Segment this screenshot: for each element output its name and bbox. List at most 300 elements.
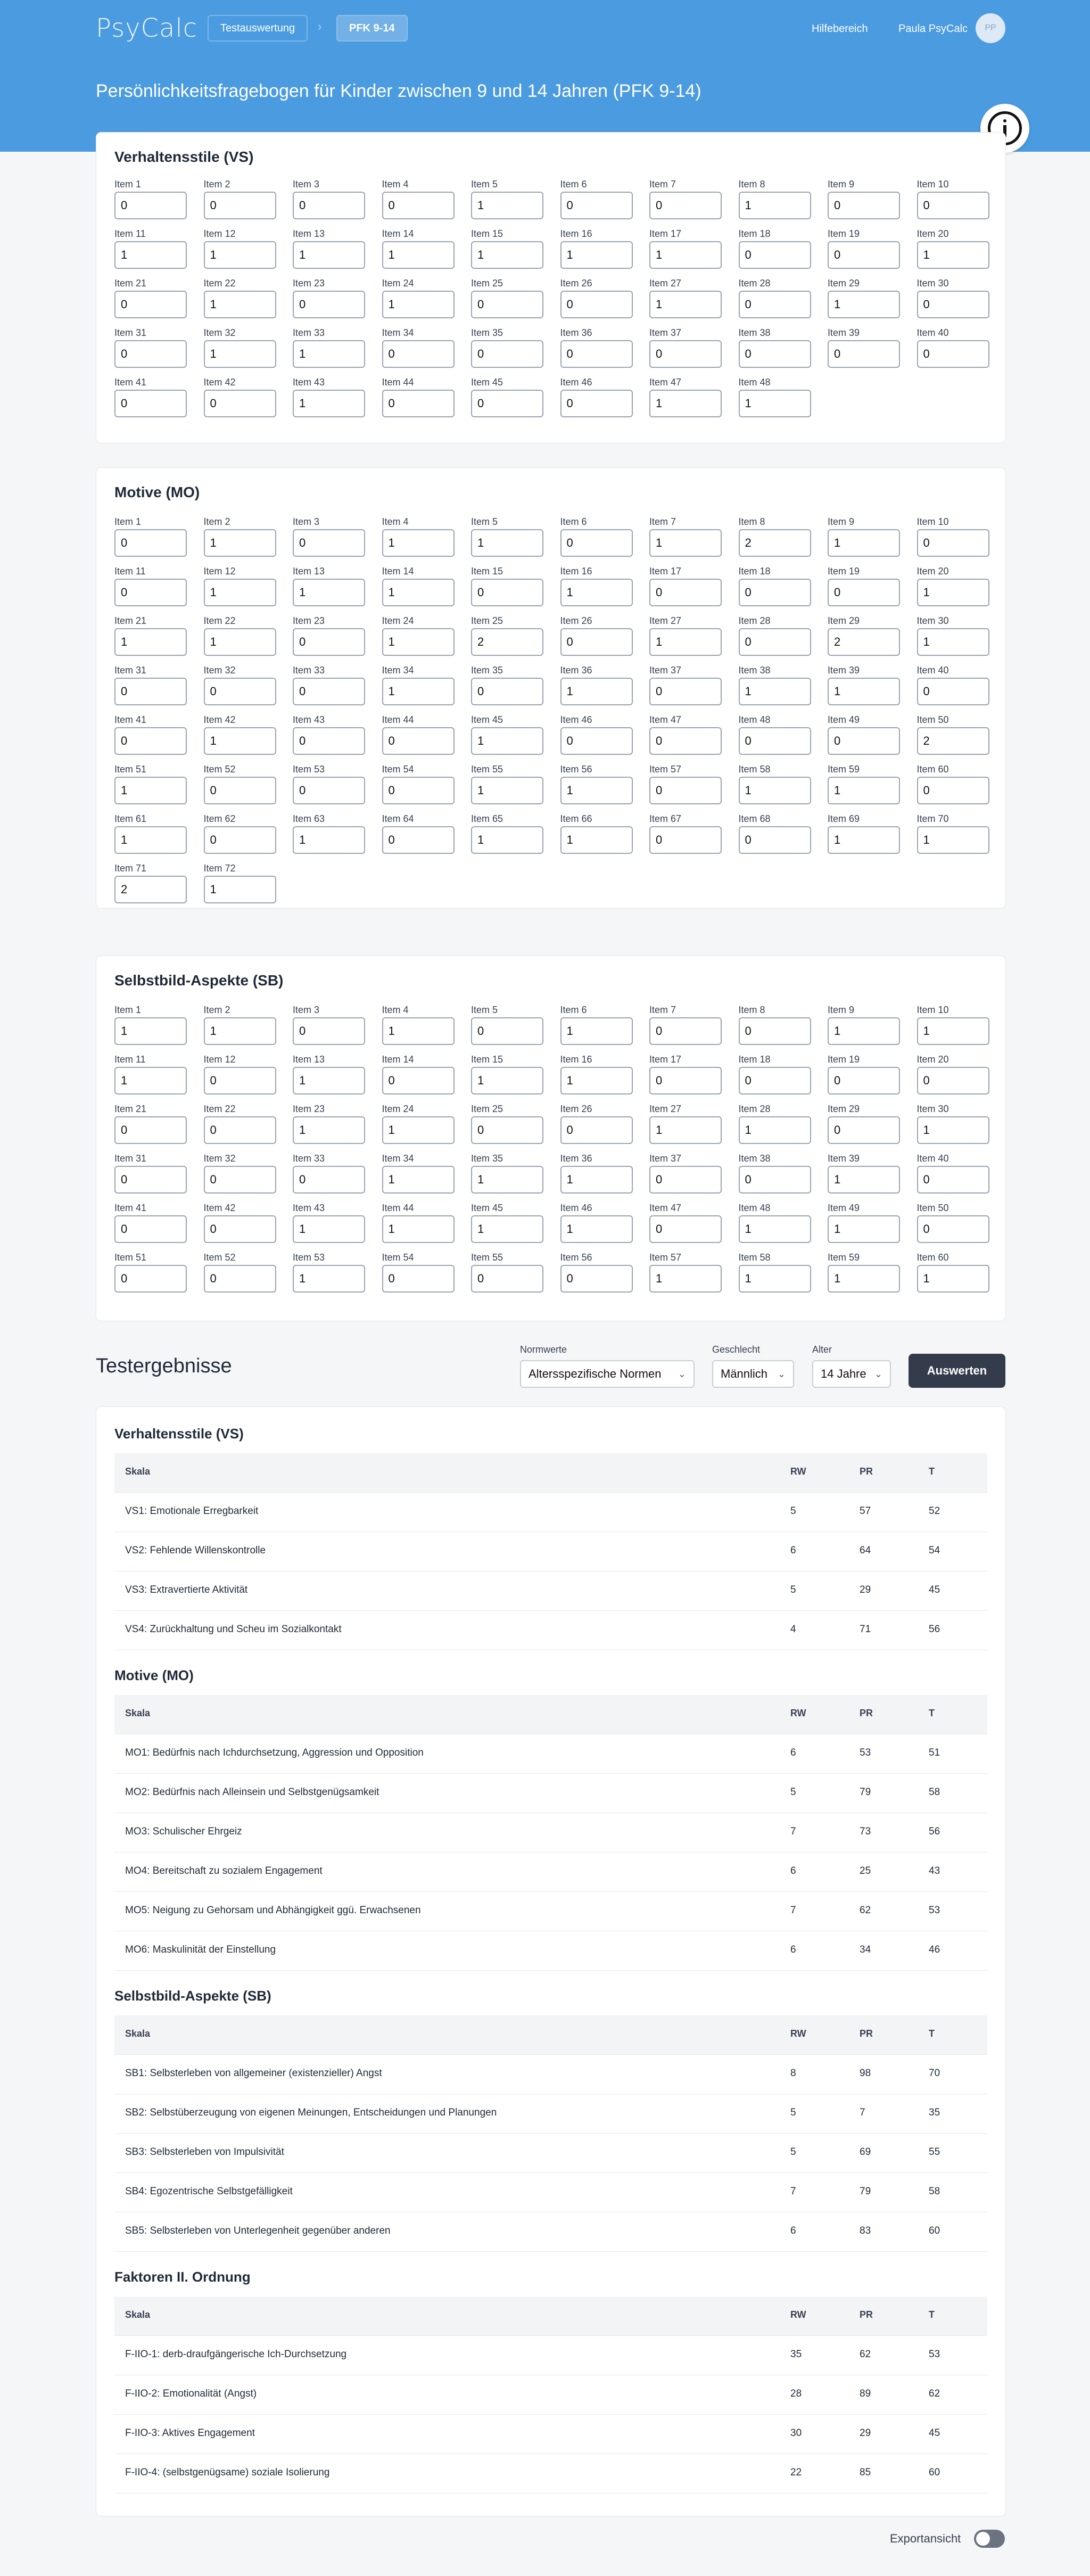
avatar[interactable]: PP	[976, 13, 1005, 43]
breadcrumb-testauswertung[interactable]: Testauswertung	[208, 15, 308, 42]
item-input[interactable]	[293, 628, 365, 656]
item-input[interactable]	[560, 1116, 633, 1144]
item-label: Item 20	[916, 228, 949, 239]
item-input[interactable]	[917, 1215, 989, 1243]
scale-name: SB1: Selbsterleben von allgemeiner (existenzieller) Angst	[125, 2068, 382, 2079]
item-input[interactable]	[828, 291, 900, 318]
item-input[interactable]	[917, 579, 989, 606]
item-input[interactable]	[204, 826, 276, 854]
item-input[interactable]	[649, 826, 722, 854]
item-input[interactable]	[828, 340, 900, 368]
item-input[interactable]	[739, 241, 811, 269]
item-input[interactable]	[649, 579, 722, 606]
item-input[interactable]	[471, 1017, 543, 1045]
item-input[interactable]	[382, 1265, 455, 1293]
item-input[interactable]	[560, 241, 633, 269]
item-input[interactable]	[739, 1067, 811, 1094]
item-input[interactable]	[293, 529, 365, 557]
item-40	[917, 1153, 992, 1196]
item-input[interactable]	[560, 628, 633, 656]
item-input[interactable]	[114, 628, 187, 656]
item-input[interactable]	[649, 241, 722, 269]
item-label: Item 7	[649, 179, 676, 190]
percentile: 85	[860, 2467, 871, 2478]
item-input[interactable]	[382, 340, 455, 368]
t-score: 62	[929, 2388, 940, 2399]
item-input[interactable]	[828, 727, 900, 755]
item-input[interactable]	[739, 579, 811, 606]
item-15	[471, 566, 546, 608]
item-input[interactable]	[917, 291, 989, 318]
item-18	[739, 566, 813, 608]
item-23	[293, 1104, 367, 1146]
item-input[interactable]	[739, 1215, 811, 1243]
item-19	[828, 228, 902, 271]
column-header: Skala	[125, 1708, 151, 1718]
item-input[interactable]	[649, 727, 722, 755]
item-input[interactable]	[382, 390, 455, 417]
item-14	[382, 566, 457, 608]
item-input[interactable]	[560, 826, 633, 854]
item-input[interactable]	[114, 1215, 187, 1243]
item-input[interactable]	[828, 1166, 900, 1194]
item-input[interactable]	[471, 826, 543, 854]
item-6	[560, 1005, 635, 1047]
breadcrumb-pfk[interactable]: PFK 9-14	[336, 15, 408, 42]
percentile: 29	[860, 2427, 871, 2439]
item-input[interactable]	[739, 1265, 811, 1293]
item-input[interactable]	[382, 241, 455, 269]
t-score: 60	[929, 2225, 940, 2236]
user-name[interactable]: Paula PsyCalc	[898, 23, 968, 35]
item-input[interactable]	[739, 1166, 811, 1194]
column-header: RW	[790, 1708, 806, 1718]
item-label: Item 42	[203, 377, 236, 388]
item-input[interactable]	[560, 1265, 633, 1293]
item-input[interactable]	[739, 628, 811, 656]
item-label: Item 25	[471, 615, 503, 626]
item-1	[114, 516, 189, 559]
item-label: Item 39	[828, 665, 860, 676]
item-input[interactable]	[293, 1067, 365, 1094]
item-label: Item 62	[203, 813, 236, 824]
item-input[interactable]	[204, 340, 276, 368]
item-48	[739, 714, 813, 757]
item-input[interactable]	[204, 628, 276, 656]
scale-name: MO6: Maskulinität der Einstellung	[125, 1944, 276, 1955]
item-input[interactable]	[382, 826, 455, 854]
item-input[interactable]	[471, 340, 543, 368]
item-input[interactable]	[382, 1116, 455, 1144]
column-header: RW	[790, 2028, 806, 2039]
item-9	[828, 516, 902, 559]
raw-score: 22	[790, 2467, 802, 2478]
age-select[interactable]	[812, 1360, 891, 1388]
item-input[interactable]	[649, 1215, 722, 1243]
item-input[interactable]	[917, 241, 989, 269]
item-input[interactable]	[649, 340, 722, 368]
item-10	[917, 516, 992, 559]
item-input[interactable]	[917, 1265, 989, 1293]
item-24	[382, 615, 457, 658]
item-input[interactable]	[560, 1215, 633, 1243]
item-input[interactable]	[739, 291, 811, 318]
item-label: Item 15	[471, 228, 503, 239]
item-input[interactable]	[471, 1067, 543, 1094]
item-input[interactable]	[828, 777, 900, 804]
item-input[interactable]	[293, 390, 365, 417]
export-label: Exportansicht	[890, 2532, 961, 2545]
item-67	[649, 813, 724, 856]
percentile: 71	[860, 1624, 871, 1635]
item-input[interactable]	[293, 1265, 365, 1293]
item-input[interactable]	[560, 529, 633, 557]
item-38	[739, 1153, 813, 1196]
table-row	[114, 1493, 987, 1532]
norm-select[interactable]	[520, 1360, 695, 1388]
raw-score: 5	[790, 2107, 796, 2118]
item-10	[917, 179, 992, 221]
section-card-mo	[96, 467, 1006, 909]
column-header: Skala	[125, 1466, 151, 1477]
item-input[interactable]	[560, 192, 633, 219]
item-input[interactable]	[917, 777, 989, 804]
item-input[interactable]	[828, 579, 900, 606]
item-41	[114, 1203, 189, 1245]
item-input[interactable]	[293, 826, 365, 854]
item-input[interactable]	[114, 826, 187, 854]
percentile: 29	[860, 1584, 871, 1595]
export-toggle[interactable]	[974, 2530, 1005, 2548]
item-input[interactable]	[293, 192, 365, 219]
item-input[interactable]	[293, 1166, 365, 1194]
item-input[interactable]	[560, 291, 633, 318]
table-header	[114, 1695, 987, 1734]
item-input[interactable]	[471, 579, 543, 606]
item-label: Item 51	[114, 764, 147, 775]
item-input[interactable]	[917, 1116, 989, 1144]
item-input[interactable]	[739, 1017, 811, 1045]
item-label: Item 14	[382, 566, 414, 577]
item-input[interactable]	[917, 529, 989, 557]
item-input[interactable]	[114, 579, 187, 606]
table-row	[114, 2375, 987, 2415]
item-label: Item 12	[203, 566, 236, 577]
results-heading: Testergebnisse	[96, 1355, 232, 1377]
t-score: 35	[929, 2107, 940, 2118]
item-label: Item 13	[293, 566, 325, 577]
item-input[interactable]	[649, 529, 722, 557]
item-3	[293, 179, 367, 221]
item-input[interactable]	[828, 529, 900, 557]
item-55	[471, 764, 546, 806]
column-header: RW	[790, 1466, 806, 1477]
item-input[interactable]	[204, 579, 276, 606]
item-input[interactable]	[382, 1067, 455, 1094]
item-input[interactable]	[382, 727, 455, 755]
item-30	[917, 278, 992, 320]
item-17	[649, 566, 724, 608]
item-input[interactable]	[471, 241, 543, 269]
item-input[interactable]	[739, 1116, 811, 1144]
item-input[interactable]	[917, 1017, 989, 1045]
item-input[interactable]	[382, 678, 455, 705]
item-input[interactable]	[114, 1166, 187, 1194]
item-input[interactable]	[204, 1067, 276, 1094]
percentile: 79	[860, 2186, 871, 2197]
item-input[interactable]	[739, 678, 811, 705]
item-label: Item 49	[828, 714, 860, 725]
item-input[interactable]	[382, 1017, 455, 1045]
item-label: Item 43	[293, 714, 325, 725]
item-input[interactable]	[293, 777, 365, 804]
item-input[interactable]	[114, 390, 187, 417]
item-input[interactable]	[828, 1017, 900, 1045]
percentile: 62	[860, 1905, 871, 1916]
item-input[interactable]	[560, 1017, 633, 1045]
item-input[interactable]	[917, 340, 989, 368]
item-label: Item 12	[203, 228, 236, 239]
item-input[interactable]	[471, 529, 543, 557]
item-input[interactable]	[293, 291, 365, 318]
item-label: Item 36	[560, 665, 592, 676]
item-input[interactable]	[293, 241, 365, 269]
item-input[interactable]	[114, 529, 187, 557]
page-title: Persönlichkeitsfragebogen für Kinder zwischen 9 und 14 Jahren (PFK 9-14)	[96, 81, 701, 101]
item-35	[471, 665, 546, 707]
gender-select[interactable]	[712, 1360, 794, 1388]
item-input[interactable]	[204, 529, 276, 557]
item-input[interactable]	[204, 876, 276, 903]
item-59	[828, 1252, 902, 1295]
item-input[interactable]	[917, 192, 989, 219]
item-input[interactable]	[114, 340, 187, 368]
item-input[interactable]	[649, 1017, 722, 1045]
item-input[interactable]	[382, 1215, 455, 1243]
item-label: Item 54	[382, 1252, 414, 1263]
table-row	[114, 1532, 987, 1571]
item-39	[828, 327, 902, 370]
percentile: 69	[860, 2146, 871, 2158]
item-4	[382, 1005, 457, 1047]
item-input[interactable]	[382, 579, 455, 606]
item-input[interactable]	[739, 826, 811, 854]
item-input[interactable]	[649, 1166, 722, 1194]
item-input[interactable]	[114, 777, 187, 804]
item-input[interactable]	[649, 1265, 722, 1293]
item-input[interactable]	[649, 192, 722, 219]
item-input[interactable]	[471, 727, 543, 755]
item-input[interactable]	[649, 777, 722, 804]
item-31	[114, 1153, 189, 1196]
item-input[interactable]	[471, 1166, 543, 1194]
item-input[interactable]	[293, 579, 365, 606]
item-input[interactable]	[204, 1265, 276, 1293]
item-input[interactable]	[293, 727, 365, 755]
result-table-title: Motive (MO)	[114, 1667, 194, 1683]
item-input[interactable]	[649, 1116, 722, 1144]
item-label: Item 41	[114, 1203, 147, 1213]
item-7	[649, 516, 724, 559]
item-input[interactable]	[739, 192, 811, 219]
item-input[interactable]	[739, 390, 811, 417]
item-input[interactable]	[739, 777, 811, 804]
item-34	[382, 1153, 457, 1196]
item-input[interactable]	[739, 340, 811, 368]
item-input[interactable]	[560, 678, 633, 705]
item-input[interactable]	[382, 777, 455, 804]
scale-name: F-IIO-4: (selbstgenügsame) soziale Isolierung	[125, 2467, 330, 2478]
item-input[interactable]	[114, 291, 187, 318]
item-input[interactable]	[560, 390, 633, 417]
item-input[interactable]	[204, 192, 276, 219]
item-input[interactable]	[917, 826, 989, 854]
item-input[interactable]	[739, 727, 811, 755]
item-label: Item 36	[560, 1153, 592, 1164]
top-nav	[96, 13, 1006, 45]
item-input[interactable]	[917, 628, 989, 656]
item-input[interactable]	[471, 777, 543, 804]
item-input[interactable]	[560, 1166, 633, 1194]
item-label: Item 6	[560, 516, 587, 527]
item-input[interactable]	[204, 777, 276, 804]
item-label: Item 38	[738, 327, 771, 338]
raw-score: 5	[790, 1584, 796, 1595]
item-label: Item 52	[203, 764, 236, 775]
item-label: Item 60	[916, 1252, 949, 1263]
item-input[interactable]	[560, 579, 633, 606]
item-label: Item 48	[738, 1203, 771, 1213]
item-18	[739, 1054, 813, 1097]
column-header: PR	[860, 2028, 873, 2039]
t-score: 43	[929, 1865, 940, 1877]
item-input[interactable]	[649, 678, 722, 705]
item-label: Item 20	[916, 1054, 949, 1065]
item-input[interactable]	[204, 241, 276, 269]
item-input[interactable]	[114, 727, 187, 755]
item-input[interactable]	[382, 192, 455, 219]
item-input[interactable]	[293, 1017, 365, 1045]
item-label: Item 56	[560, 764, 592, 775]
item-input[interactable]	[293, 340, 365, 368]
item-40	[917, 665, 992, 707]
item-label: Item 32	[203, 327, 236, 338]
item-1	[114, 179, 189, 221]
item-input[interactable]	[204, 1215, 276, 1243]
item-input[interactable]	[293, 1215, 365, 1243]
t-score: 53	[929, 2349, 940, 2360]
item-input[interactable]	[649, 291, 722, 318]
item-input[interactable]	[204, 390, 276, 417]
item-input[interactable]	[204, 1116, 276, 1144]
item-input[interactable]	[649, 390, 722, 417]
age-value: 14 Jahre	[821, 1367, 866, 1380]
item-input[interactable]	[114, 1116, 187, 1144]
item-input[interactable]	[560, 1067, 633, 1094]
item-input[interactable]	[204, 291, 276, 318]
item-input[interactable]	[382, 291, 455, 318]
item-input[interactable]	[114, 876, 187, 903]
item-input[interactable]	[828, 192, 900, 219]
item-input[interactable]	[114, 192, 187, 219]
item-input[interactable]	[471, 678, 543, 705]
item-input[interactable]	[828, 826, 900, 854]
item-input[interactable]	[382, 628, 455, 656]
item-input[interactable]	[471, 1265, 543, 1293]
item-input[interactable]	[293, 1116, 365, 1144]
item-label: Item 8	[738, 179, 765, 190]
column-header: PR	[860, 1708, 873, 1718]
item-input[interactable]	[114, 1017, 187, 1045]
item-42	[204, 377, 278, 419]
item-input[interactable]	[293, 678, 365, 705]
item-input[interactable]	[382, 1166, 455, 1194]
item-input[interactable]	[917, 678, 989, 705]
item-label: Item 14	[382, 228, 414, 239]
item-input[interactable]	[649, 1067, 722, 1094]
item-input[interactable]	[204, 727, 276, 755]
item-input[interactable]	[204, 678, 276, 705]
item-input[interactable]	[828, 1067, 900, 1094]
item-29	[828, 615, 902, 658]
item-input[interactable]	[828, 678, 900, 705]
item-label: Item 11	[114, 228, 146, 239]
item-input[interactable]	[917, 727, 989, 755]
item-input[interactable]	[114, 1265, 187, 1293]
t-score: 70	[929, 2068, 940, 2079]
logo[interactable]: PsyCalc	[96, 13, 198, 43]
item-input[interactable]	[204, 1017, 276, 1045]
item-input[interactable]	[471, 628, 543, 656]
item-input[interactable]	[828, 241, 900, 269]
item-input[interactable]	[828, 1116, 900, 1144]
item-24	[382, 278, 457, 320]
item-input[interactable]	[560, 777, 633, 804]
item-input[interactable]	[828, 1265, 900, 1293]
item-input[interactable]	[917, 1067, 989, 1094]
item-2	[204, 516, 278, 559]
item-input[interactable]	[114, 1067, 187, 1094]
item-input[interactable]	[560, 340, 633, 368]
item-input[interactable]	[917, 1166, 989, 1194]
help-link[interactable]: Hilfebereich	[812, 23, 868, 35]
t-score: 45	[929, 2427, 940, 2439]
item-label: Item 18	[738, 566, 771, 577]
item-label: Item 40	[916, 327, 949, 338]
item-input[interactable]	[114, 241, 187, 269]
item-input[interactable]	[471, 1215, 543, 1243]
item-input[interactable]	[471, 390, 543, 417]
item-48	[739, 377, 813, 419]
item-input[interactable]	[114, 678, 187, 705]
item-71	[114, 863, 189, 906]
item-input[interactable]	[204, 1166, 276, 1194]
age-label: Alter	[812, 1344, 832, 1355]
evaluate-button[interactable]: Auswerten	[909, 1354, 1005, 1388]
item-label: Item 31	[114, 327, 147, 338]
item-input[interactable]	[828, 1215, 900, 1243]
item-label: Item 47	[649, 377, 682, 388]
item-input[interactable]	[560, 727, 633, 755]
item-input[interactable]	[382, 529, 455, 557]
item-input[interactable]	[649, 628, 722, 656]
item-input[interactable]	[828, 628, 900, 656]
item-input[interactable]	[471, 291, 543, 318]
item-input[interactable]	[471, 192, 543, 219]
item-input[interactable]	[739, 529, 811, 557]
item-input[interactable]	[471, 1116, 543, 1144]
item-label: Item 28	[738, 278, 771, 289]
